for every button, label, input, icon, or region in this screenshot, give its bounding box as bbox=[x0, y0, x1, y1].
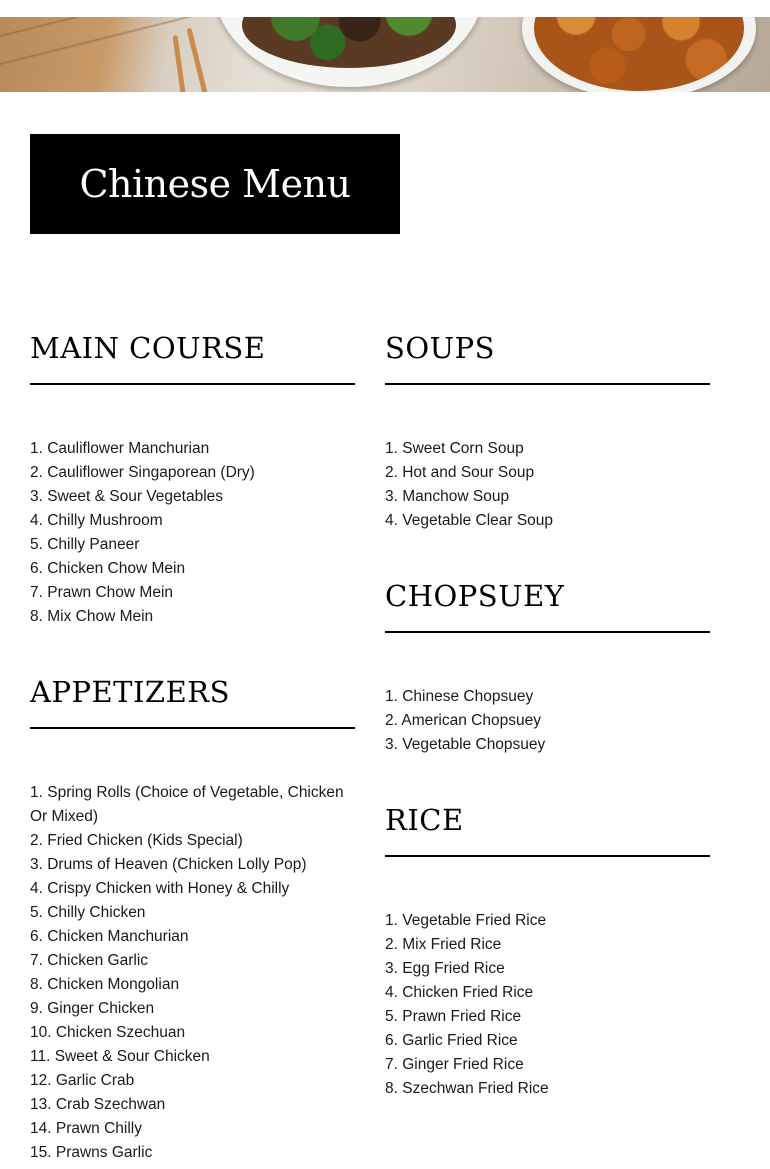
page-title: Chinese Menu bbox=[79, 162, 351, 206]
orange-chicken-bowl bbox=[522, 17, 756, 92]
orange-chicken-food bbox=[534, 17, 744, 91]
broccoli-beef-food bbox=[242, 17, 456, 68]
wood-grain-line bbox=[0, 17, 214, 65]
chopsuey-section bbox=[385, 581, 710, 757]
menu-item: 8. Szechwan Fried Rice bbox=[385, 1080, 549, 1097]
menu-item: 5. Prawn Fried Rice bbox=[385, 1008, 522, 1025]
appetizers-section bbox=[30, 677, 355, 1165]
rice-section bbox=[385, 805, 710, 1101]
menu-item: 4. Chicken Fried Rice bbox=[385, 984, 534, 1001]
soups-section bbox=[385, 333, 710, 533]
menu-item: 6. Chicken Chow Mein bbox=[30, 560, 186, 577]
main-course-section bbox=[30, 333, 355, 629]
menu-item: 1. Spring Rolls (Choice of Vegetable, Chicken Or Mixed) bbox=[30, 784, 344, 825]
soups-list bbox=[385, 437, 710, 533]
menu-item: 14. Prawn Chilly bbox=[30, 1120, 142, 1137]
menu-item: 3. Manchow Soup bbox=[385, 488, 510, 505]
menu-item: 1. Vegetable Fried Rice bbox=[385, 912, 547, 929]
main-course-heading: MAIN COURSE bbox=[30, 333, 355, 385]
menu-item: 15. Prawns Garlic bbox=[30, 1144, 153, 1161]
menu-item: 5. Chilly Chicken bbox=[30, 904, 146, 921]
menu-item: 11. Sweet & Sour Chicken bbox=[30, 1048, 210, 1065]
rice-heading: RICE bbox=[385, 805, 710, 857]
menu-item: 6. Chicken Manchurian bbox=[30, 928, 189, 945]
chopstick bbox=[172, 35, 188, 92]
menu-item: 2. Cauliflower Singaporean (Dry) bbox=[30, 464, 255, 481]
menu-item: 6. Garlic Fried Rice bbox=[385, 1032, 518, 1049]
menu-item: 3. Sweet & Sour Vegetables bbox=[30, 488, 224, 505]
hero-banner-image bbox=[0, 17, 770, 92]
menu-item: 1. Sweet Corn Soup bbox=[385, 440, 524, 457]
menu-item: 10. Chicken Szechuan bbox=[30, 1024, 186, 1041]
appetizers-list bbox=[30, 781, 355, 1165]
menu-item: 2. Mix Fried Rice bbox=[385, 936, 502, 953]
menu-item: 7. Ginger Fried Rice bbox=[385, 1056, 524, 1073]
wood-grain-line bbox=[0, 17, 214, 37]
menu-item: 8. Chicken Mongolian bbox=[30, 976, 180, 993]
menu-item: 3. Vegetable Chopsuey bbox=[385, 736, 546, 753]
soups-heading: SOUPS bbox=[385, 333, 710, 385]
chopstick bbox=[186, 28, 210, 92]
menu-item: 1. Cauliflower Manchurian bbox=[30, 440, 210, 457]
menu-item: 7. Prawn Chow Mein bbox=[30, 584, 174, 601]
menu-item: 9. Ginger Chicken bbox=[30, 1000, 155, 1017]
main-course-list bbox=[30, 437, 355, 629]
menu-item: 4. Chilly Mushroom bbox=[30, 512, 163, 529]
menu-item: 3. Egg Fried Rice bbox=[385, 960, 505, 977]
menu-item: 7. Chicken Garlic bbox=[30, 952, 149, 969]
rice-list bbox=[385, 909, 710, 1101]
broccoli-beef-bowl bbox=[214, 17, 484, 87]
menu-item: 4. Crispy Chicken with Honey & Chilly bbox=[30, 880, 290, 897]
menu-item: 2. American Chopsuey bbox=[385, 712, 541, 729]
chopsuey-heading: CHOPSUEY bbox=[385, 581, 710, 633]
menu-item: 4. Vegetable Clear Soup bbox=[385, 512, 554, 529]
menu-item: 3. Drums of Heaven (Chicken Lolly Pop) bbox=[30, 856, 307, 873]
menu-item: 13. Crab Szechwan bbox=[30, 1096, 166, 1113]
page-title-banner bbox=[30, 134, 400, 234]
menu-item: 2. Fried Chicken (Kids Special) bbox=[30, 832, 243, 849]
menu-item: 12. Garlic Crab bbox=[30, 1072, 135, 1089]
chopsuey-list bbox=[385, 685, 710, 757]
menu-item: 5. Chilly Paneer bbox=[30, 536, 140, 553]
menu-item: 1. Chinese Chopsuey bbox=[385, 688, 534, 705]
menu-item: 2. Hot and Sour Soup bbox=[385, 464, 535, 481]
appetizers-heading: APPETIZERS bbox=[30, 677, 355, 729]
menu-item: 8. Mix Chow Mein bbox=[30, 608, 154, 625]
